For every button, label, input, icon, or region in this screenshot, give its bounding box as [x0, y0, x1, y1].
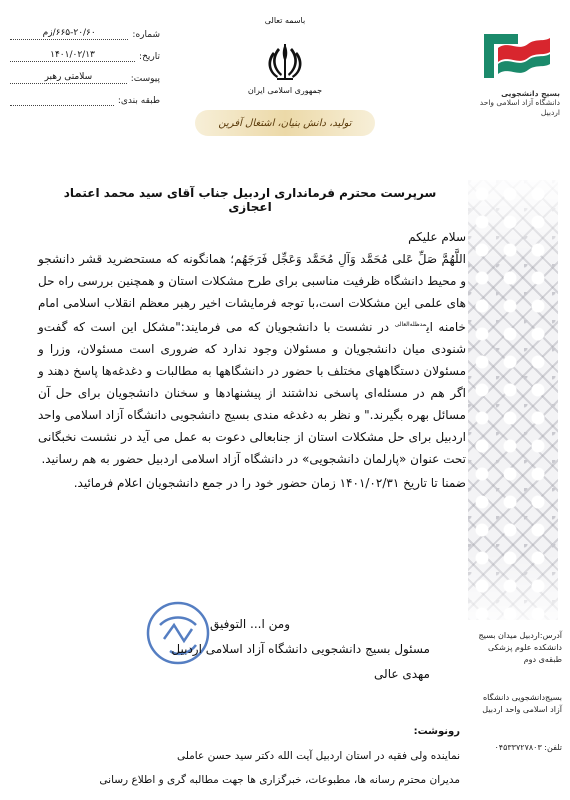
decorative-pattern	[468, 180, 558, 620]
field-attachment	[10, 62, 160, 84]
copy-item: مدیران محترم رسانه ها، مطبوعات، خبرگزاری ها جهت مطالبه گری و اطلاع رسانی	[99, 774, 460, 786]
logo-title: بسیج دانشجویی	[501, 89, 560, 98]
iran-emblem-icon	[263, 40, 307, 84]
country-name: جمهوری اسلامی ایران	[247, 86, 323, 95]
field-attachment-label: پیوست:	[130, 74, 160, 84]
bismillah: باسمه تعالی	[264, 16, 306, 25]
honorific: مدظله‌العالی	[394, 321, 427, 328]
field-date-value: ۱۴۰۱/۰۲/۱۳	[10, 50, 135, 62]
salavat-text: اللَّهُمَّ صَلِّ عَلی مُحَمَّد وَآلِ مُحَمَّد وَعَجِّل فَرَجَهُم؛	[230, 252, 466, 266]
letter-subject: سرپرست محترم فرمانداری اردبیل جناب آقای سید محمد اعتماد اعجازی	[63, 186, 437, 214]
sidebar-phone: تلفن: ۰۴۵۳۳۷۲۷۸۰۳	[494, 743, 562, 752]
logo-university: دانشگاه آزاد اسلامی واحد اردبیل	[479, 98, 560, 117]
year-motto: تولید، دانش بنیان، اشتغال آفرین	[195, 110, 375, 136]
field-number-label: شماره:	[132, 30, 160, 40]
sidebar-address: آدرس:اردبیل میدان بسیج دانشکده علوم پزشکی طبقه‌ی دوم	[478, 631, 562, 664]
field-date	[10, 40, 160, 62]
field-attachment-value: سلامتی رهبر	[10, 72, 127, 84]
signature-block	[170, 612, 430, 687]
basij-logo-icon	[478, 30, 556, 82]
field-number	[10, 18, 160, 40]
letter-body	[38, 226, 466, 494]
leader-quote: "مشکل این است که گفت‌و شنودی میان دانشجویان و مسئولان وجود ندارد که ضروری است مسئولان، وزرا و مسئولان دستگاههای مختلف با حضور در دانشگاهها به مطالبات و دغدغه‌ها پاسخ دهند و اگر هم در مسئله‌ای پاسخی نداشتند از پیشنهادها و سخنان دانشجویان برای حل آن مسائل بهره بگیرند."	[38, 320, 466, 422]
intro-text-2: در نشست با دانشجویان که می فرمایند:	[180, 320, 390, 334]
letter-paragraph	[38, 248, 466, 470]
closing-text: ضمنا تا تاریخ ۱۴۰۱/۰۲/۳۱ زمان حضور خود را در جمع دانشجویان اعلام فرمائید.	[73, 476, 466, 490]
main-text: و نظر به دغدغه مندی بسیج دانشجویی دانشگاه آزاد اسلامی واحد اردبیل برای حل مشکلات استان از جنابعالی دعوت به عمل می آید در نشست نخبگانی تحت عنوان «پارلمان دانشجویی» در دانشگاه آزاد اسلامی اردبیل حضور به هم رسانید.	[38, 408, 466, 466]
field-classification	[10, 84, 160, 106]
field-classification-label: طبقه بندی:	[117, 96, 160, 106]
signature-name: مهدی عالی	[374, 667, 430, 681]
salutation: سلام علیکم	[408, 230, 466, 244]
field-date-label: تاریخ:	[139, 52, 160, 62]
field-number-value: ۶۶۵-۲۰/۶۰/زم	[10, 28, 128, 40]
logo-subtitle	[478, 89, 560, 117]
copies-block	[80, 720, 460, 792]
copies-heading: رونوشت:	[413, 726, 460, 737]
field-classification-value	[10, 104, 114, 106]
signature-closing: ومن ا... التوفیق	[210, 617, 290, 631]
copy-item: نماینده ولی فقیه در استان اردبیل آیت الله دکتر سید حسن عاملی	[176, 750, 460, 762]
signature-title: مسئول بسیج دانشجویی دانشگاه آزاد اسلامی اردبیل	[171, 642, 430, 656]
header-fields	[10, 18, 160, 106]
basij-logo	[478, 30, 560, 117]
sidebar-unit: بسیج‌دانشجویی دانشگاه آزاد اسلامی واحد اردبیل	[482, 693, 562, 714]
intro-text: همانگونه که مستحضرید قشر دانشجو و محیط دانشگاه ظرفیت مناسبی برای طرح مشکلات استان و همچنین بررسی راه حل های علمی این مشکلات است،با توجه فرمایشات اخیر رهبر معظم انقلاب اسلامی امام خامنه ای	[38, 252, 466, 334]
